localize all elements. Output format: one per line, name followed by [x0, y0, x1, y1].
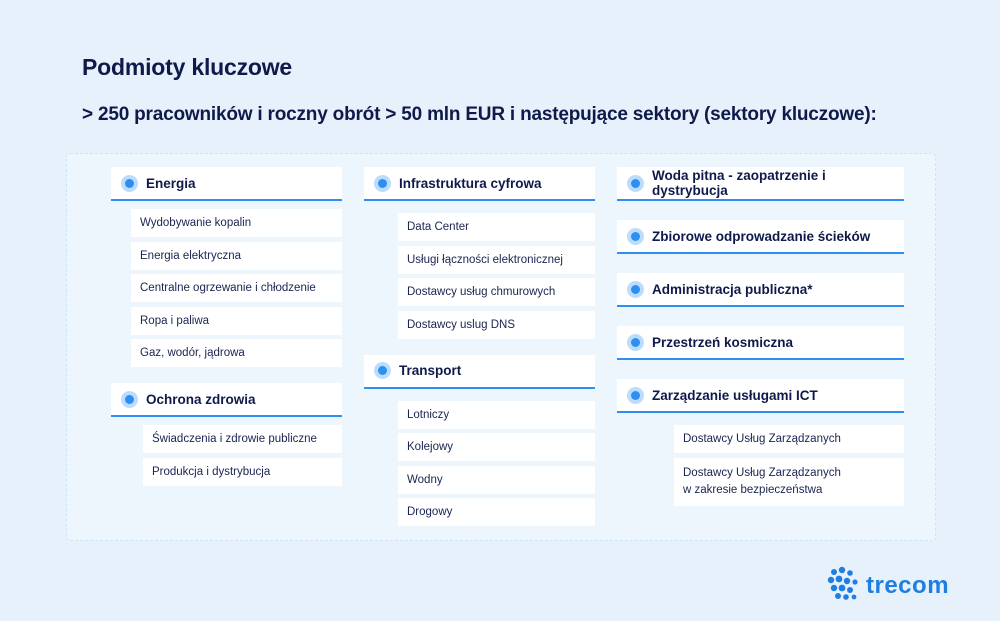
sector-ochrona-zdrowia: [111, 383, 342, 417]
bullet-dot-icon: [631, 285, 640, 294]
subsector-item: Świadczenia i zdrowie publiczne: [143, 425, 342, 453]
subsector-item: Lotniczy: [398, 401, 595, 429]
bullet-dot-icon: [631, 338, 640, 347]
subsector-item: Centralne ogrzewanie i chłodzenie: [131, 274, 342, 302]
subsector-item: Wodny: [398, 466, 595, 494]
sector-ict: [617, 379, 904, 413]
sector-label: Zarządzanie usługami ICT: [652, 387, 818, 403]
page-title: Podmioty kluczowe: [82, 54, 293, 80]
sector-label: Energia: [146, 175, 196, 191]
column-2: [364, 167, 595, 526]
sector-label: Woda pitna - zaopatrzenie i dystrybucja: [652, 168, 826, 198]
sector-label: Administracja publiczna*: [652, 281, 813, 297]
column-1: [111, 167, 342, 486]
column-3: [617, 167, 904, 506]
bullet-dot-icon: [378, 366, 387, 375]
subsector-item: Dostawcy usług chmurowych: [398, 278, 595, 306]
bullet-dot-icon: [631, 391, 640, 400]
sector-label: Infrastruktura cyfrowa: [399, 175, 542, 191]
sector-transport: [364, 355, 595, 389]
subsector-item: Data Center: [398, 213, 595, 241]
subsector-item: Dostawcy uslug DNS: [398, 311, 595, 339]
sector-woda-pitna: [617, 167, 904, 201]
sector-scieki: [617, 220, 904, 254]
subsector-item: Dostawcy Usług Zarządzanych w zakresie bezpieczeństwa: [674, 458, 904, 506]
dots-cluster-icon: [828, 567, 858, 600]
subsector-item: Energia elektryczna: [131, 242, 342, 270]
sector-administracja: [617, 273, 904, 307]
subsector-item: Gaz, wodór, jądrowa: [131, 339, 342, 367]
logo-text: trecom: [866, 572, 950, 599]
sector-infrastruktura-cyfrowa: [364, 167, 595, 201]
subsector-item: Kolejowy: [398, 433, 595, 461]
bullet-dot-icon: [378, 179, 387, 188]
bullet-dot-icon: [125, 179, 134, 188]
subsector-item: Usługi łączności elektronicznej: [398, 246, 595, 274]
sector-label: Przestrzeń kosmiczna: [652, 334, 794, 350]
bullet-dot-icon: [631, 179, 640, 188]
sector-label: Ochrona zdrowia: [146, 391, 256, 407]
sector-label: Zbiorowe odprowadzanie ścieków: [652, 228, 871, 244]
sector-przestrzen-kosmiczna: [617, 326, 904, 360]
subsector-item: Dostawcy Usług Zarządzanych: [674, 425, 904, 453]
subsector-item: Wydobywanie kopalin: [131, 209, 342, 237]
sector-label: Transport: [399, 363, 462, 378]
subsector-item: Produkcja i dystrybucja: [143, 458, 342, 486]
subsector-item: Drogowy: [398, 498, 595, 526]
bullet-dot-icon: [631, 232, 640, 241]
page-subtitle: > 250 pracowników i roczny obrót > 50 mln EUR i następujące sektory (sektory kluczowe):: [82, 104, 877, 125]
subsector-item: Ropa i paliwa: [131, 307, 342, 335]
sector-energia: [111, 167, 342, 201]
bullet-dot-icon: [125, 395, 134, 404]
